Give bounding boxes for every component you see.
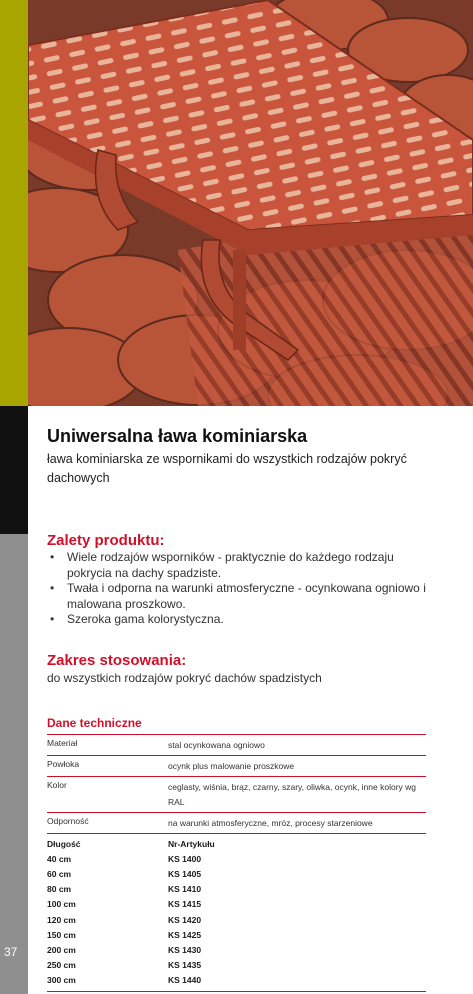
length-value: 100 cm <box>47 899 76 910</box>
length-header-row <box>47 836 426 851</box>
advantages-heading: Zalety produktu: <box>47 532 165 549</box>
length-value: 120 cm <box>47 914 76 925</box>
tech-label: Kolor <box>47 780 67 790</box>
tech-table <box>47 734 426 992</box>
tech-heading: Dane techniczne <box>47 716 142 730</box>
length-row <box>47 958 426 973</box>
product-title: Uniwersalna ława kominiarska <box>47 426 308 446</box>
length-row <box>47 882 426 897</box>
advantage-item: • Wiele rodzajów wsporników - praktycznie do każdego rodzaju pokrycia na dachy spadziste. <box>47 550 427 581</box>
tech-value: na warunki atmosferyczne, mróz, procesy starzeniowe <box>168 818 373 828</box>
article-number: KS 1405 <box>168 868 202 879</box>
page-number: 37 <box>4 945 18 959</box>
tech-label: Odporność <box>47 816 89 826</box>
length-value: 250 cm <box>47 960 76 971</box>
tech-row <box>47 812 426 833</box>
length-row <box>47 897 426 912</box>
length-value: 300 cm <box>47 975 76 986</box>
tech-label: Powłoka <box>47 759 80 769</box>
length-header-label: Długość <box>47 838 81 849</box>
sidebar-black-strip <box>0 406 28 534</box>
article-number: KS 1410 <box>168 884 202 895</box>
product-subtitle: ława kominiarska ze wspornikami do wszystkich rodzajów pokryć dachowych <box>47 452 407 485</box>
article-number: KS 1415 <box>168 899 202 910</box>
tech-row <box>47 734 426 755</box>
scope-text: do wszystkich rodzajów pokryć dachów spadzistych <box>47 671 322 685</box>
advantage-item: • Szeroka gama kolorystyczna. <box>47 612 427 628</box>
tech-row <box>47 755 426 776</box>
length-value: 200 cm <box>47 944 76 955</box>
length-row <box>47 973 426 988</box>
length-value: 40 cm <box>47 853 72 864</box>
length-value: 150 cm <box>47 929 76 940</box>
tech-row <box>47 776 426 812</box>
advantage-item: • Twała i odporna na warunki atmosferyczne - ocynkowana ogniowo i malowana proszkowo. <box>47 581 427 612</box>
product-photo <box>28 0 473 406</box>
table-bottom-rule <box>47 991 426 992</box>
length-value: 60 cm <box>47 868 72 879</box>
length-value: 80 cm <box>47 884 72 895</box>
scope-heading: Zakres stosowania: <box>47 652 187 669</box>
article-number: KS 1400 <box>168 853 202 864</box>
tech-value: ocynk plus malowanie proszkowe <box>168 761 295 771</box>
length-row <box>47 851 426 866</box>
article-header-label: Nr-Artykułu <box>168 838 215 849</box>
length-row <box>47 942 426 957</box>
tech-label: Materiał <box>47 738 78 748</box>
length-row <box>47 866 426 881</box>
length-row <box>47 927 426 942</box>
article-number: KS 1420 <box>168 914 202 925</box>
sidebar-olive-strip <box>0 0 28 406</box>
advantages-list <box>47 550 427 628</box>
length-table <box>47 833 426 988</box>
article-number: KS 1435 <box>168 960 202 971</box>
sidebar-grey-strip <box>0 534 28 994</box>
tech-value: ceglasty, wiśnia, brąz, czarny, szary, oliwka, ocynk, inne kolory wg RAL <box>168 782 417 807</box>
article-number: KS 1425 <box>168 929 202 940</box>
length-row <box>47 912 426 927</box>
tech-value: stal ocynkowana ogniowo <box>168 740 265 750</box>
article-number: KS 1430 <box>168 944 202 955</box>
article-number: KS 1440 <box>168 975 202 986</box>
